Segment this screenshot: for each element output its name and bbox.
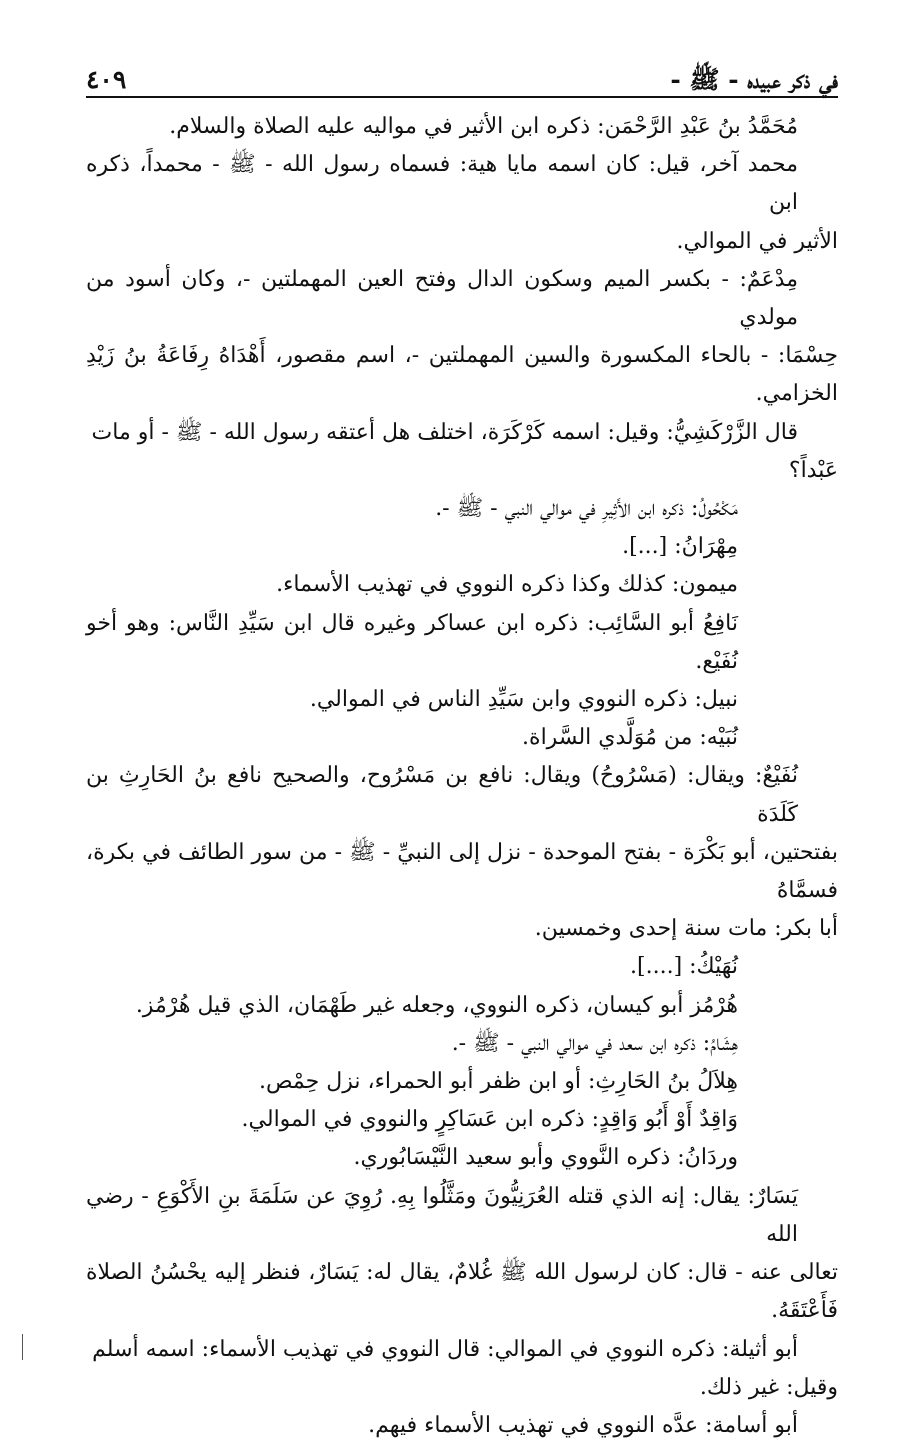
text-line: ميمون: كذلك وكذا ذكره النووي في تهذيب الأسماء. (276, 572, 738, 598)
text-line: نَافِعُ أبو السَّائِب: ذكره ابن عساكر وغيره قال ابن سَيِّدِ النَّاس: وهو أخو نُفَيْع. (86, 610, 738, 674)
page-body (86, 108, 838, 1445)
scan-margin-mark (22, 1334, 23, 1360)
text-line: نُفَيْعٌ: ويقال: (مَسْرُوحُ) ويقال: نافع بن مَسْرُوح، والصحيح نافع بنُ الحَارِثِ بن كَلَدَة (86, 763, 798, 827)
text-line: وردَانُ: ذكره النَّووي وأبو سعيد النَّيْسَابُوري. (353, 1145, 738, 1171)
text-line: نبيل: ذكره النووي وابن سَيِّدِ الناس في الموالي. (309, 687, 738, 713)
text-line: مِدْعَمٌ: - بكسر الميم وسكون الدال وفتح العين المهملتين -، وكان أسود من مولدي (86, 266, 798, 331)
text-line: يَسَارٌ: يقال: إنه الذي قتله العُرَنِيُّونَ ومَثَّلُوا بِهِ. رُوِيَ عن سَلَمَةَ بنِ الأَكْوَعِ - رضي الله (86, 1183, 798, 1247)
text-line: عَبْداً؟ (788, 457, 838, 483)
text-line: حِسْمَا: - بالحاء المكسورة والسين المهملتين -، اسم مقصور، أَهْدَاهُ رِفَاعَةُ بنُ زَيْدِ الخزامي. (86, 343, 838, 407)
text-line: بفتحتين، أبو بَكْرَة - بفتح الموحدة - نزل إلى النبيِّ - ﷺ - من سور الطائف في بكرة، فسمَّاهُ (86, 839, 838, 904)
page-number: ٤٠٩ (86, 65, 127, 94)
text-line: هِشَامُ: ذكره ابن سعد في موالي النبي - ﷺ -. (451, 1030, 738, 1056)
text-line: أبو أثيلة: ذكره النووي في الموالي: قال النووي في تهذيب الأسماء: اسمه أسلم (92, 1336, 798, 1362)
text-line: هُرْمُز أبو كيسان، ذكره النووي، وجعله غير طَهْمَان، الذي قيل هُرْمُز. (135, 992, 738, 1018)
text-line: مُحَمَّدُ بنُ عَبْدِ الرَّحْمَن: ذكره ابن الأثير في مواليه عليه الصلاة والسلام. (169, 114, 798, 139)
text-line: نُبَيْه: من مُوَلَّدي السَّراة. (522, 725, 738, 751)
text-line: مَكْحُولُ: ذكره ابن الأَثِيرِ في موالي النبي - ﷺ -. (435, 496, 738, 522)
text-line: مِهْرَانُ: [...]. (622, 534, 738, 560)
text-line: أبا بكر: مات سنة إحدى وخمسين. (534, 916, 838, 942)
text-line: هِلاَلُ بنُ الحَارِثِ: أو ابن ظفر أبو الحمراء، نزل حِمْص. (258, 1069, 738, 1095)
text-line: تعالى عنه - قال: كان لرسول الله ﷺ غُلامٌ، يقال له: يَسَارٌ، فنظر إليه يحْسُنُ الصلاة فَأَعْتَقَهُ. (86, 1260, 838, 1324)
text-line: وقيل: غير ذلك. (699, 1374, 838, 1400)
text-line: محمد آخر، قيل: كان اسمه مايا هية: فسماه رسول الله - ﷺ - محمداً، ذكره ابن (86, 152, 798, 216)
text-line: الأثير في الموالي. (676, 228, 838, 254)
text-line: وَاقِدٌ أَوْ أَبُو وَاقِدٍ: ذكره ابن عَسَاكِرٍ والنووي في الموالي. (241, 1107, 738, 1133)
running-title: في ذكر عبيده - ﷺ - (670, 65, 838, 94)
text-line: أبو أسامة: عدَّه النووي في تهذيب الأسماء فيهم. (368, 1412, 798, 1438)
text-line: قال الزَّرْكَشِيُّ: وقيل: اسمه كَرْكَرَة، اختلف هل أعتقه رسول الله - ﷺ - أو مات (91, 419, 798, 445)
text-line: نُهَيْكُ: [....]. (630, 954, 738, 980)
page-header (86, 52, 838, 98)
